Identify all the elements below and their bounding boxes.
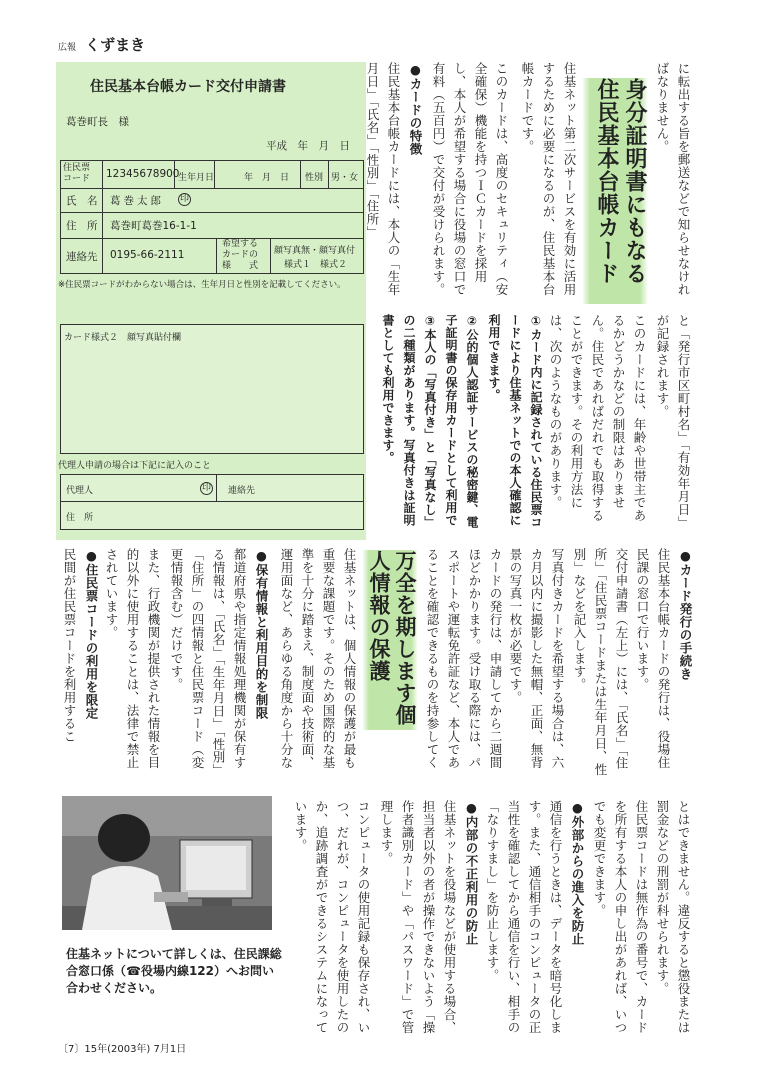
photo-computer-user [62, 796, 272, 930]
heading-external: ●外部からの進入を防止 [570, 800, 585, 946]
heading-internal: ●内部の不正利用の防止 [464, 800, 479, 946]
computer-user-illustration [62, 796, 272, 930]
heading-purpose: ●保有情報と利用目的を制限 [254, 548, 269, 720]
code-value: 12345678900 [106, 168, 180, 180]
name-label: 氏 名 [66, 195, 98, 207]
form-title: 住民基本台帳カード交付申請書 [90, 79, 286, 95]
photo-area [60, 324, 364, 454]
proxy-address: 住 所 [66, 513, 94, 523]
sex-value: 男・女 [331, 173, 359, 183]
proxy-seal: 印 [201, 483, 211, 493]
proxy-contact: 連絡先 [228, 486, 256, 496]
text-c05: と「発行市区町村名」「有効年月日」が記録されます。 [655, 314, 691, 529]
proxy-note: 代理人申請の場合は下記に記入のこと [58, 461, 212, 471]
text-c15: 都道府県や指定情報処理機関が保有する情報は、「氏名」「生年月日」「性別」「住所」の四情報と住民票コード（変更情報含む）だけです。 [169, 548, 247, 777]
text-c11: 交付申請書（左上）には、「氏名」「住所」「住民票コードまたは生年月日、性別」などを記入します。 [572, 548, 629, 776]
form-date: 平成 年 月 日 [266, 140, 350, 152]
text-c19: 住民票コードは無作為の番号で、カードを所有する本人の申し出があれば、いつでも変更できます。 [592, 800, 649, 1034]
proxy-table [60, 474, 364, 530]
text-c06: このカードには、年齢や世帯主であるかどうかなどの制限はありません。住民であればだれでも取得することができます。その利用方法には、次のようなものがあります。 [548, 314, 647, 522]
text-c04: に転出する旨を郵送などで知らせなければなりません。 [655, 62, 691, 296]
text-c03: 住民基本台帳カードには、本人の「生年月日」「氏名」「性別」「住所」 [365, 62, 401, 296]
heading-usage: ●住民票コードの利用を限定 [84, 548, 99, 720]
text-c16: また、行政機関が提供された情報を目的以外に使用することは、法律で禁止されています。 [104, 548, 161, 769]
text-c07: ①カード内に記録されている住民票コードにより住基ネットでの本人確認に利用できます。 [487, 314, 543, 529]
text-c22: コンピュータの使用記録も保存され、いつ、だれが、コンピュータを使用したのか、追跡調査ができるシステムになっています。 [293, 800, 371, 1034]
sex-label: 性別 [305, 173, 324, 183]
name-value: 葛巻太郎 [110, 195, 164, 207]
text-c18: とはできません。違反すると懲役または罰金などの刑罰が科せられます。 [655, 800, 691, 1034]
name-seal: 印 [179, 194, 189, 204]
text-c08: ②公的個人認証サービスの秘密鍵、電子証明書の保存用カードとして利用で [444, 314, 479, 529]
text-c20: 通信を行うときは、データを暗号化します。また、通信相手のコンピュータの正当性を確認してから通信を行い、相手の「なりすまし」を防止します。 [485, 800, 563, 1034]
birth-value: 年 月 日 [244, 173, 290, 183]
application-form [56, 62, 366, 540]
heading-feature: ●カードの特徴 [408, 62, 423, 156]
photo-label: カード様式２ 顔写真貼付欄 [64, 333, 182, 343]
style-options: 顔写真無・顔写真付 [274, 246, 356, 256]
proxy-label: 代理人 [66, 486, 94, 496]
contact-label: 連絡先 [66, 251, 98, 263]
heading-issue: ●カード発行の手続き [678, 548, 693, 681]
text-c17: 民間が住民票コードを利用するこ [62, 548, 77, 743]
text-c13: カードの発行は、申請してから二週間ほどかかります。受け取る際には、パスポートや運転免許証など、本人であることを確認できるものを持参してく [425, 548, 503, 769]
masthead [58, 34, 145, 55]
heading-main: 身分証明書にもなる住民基本台帳カード [582, 78, 648, 304]
code-label: 住民票 コード [63, 163, 91, 184]
text-c02: このカードは、高度のセキュリティ（安全確保）機能を持つＩＣカードを採用し、本人が希望する場合に役場の窓口で有料（五百円）で交付が受けられます。 [431, 62, 509, 296]
text-c01: 住基ネット第二次サービスを有効に活用するために必要になるのが、住民基本台帳カードです。 [520, 62, 577, 296]
text-c12: 写真付きカードを希望する場合は、六カ月以内に撮影した無帽、正面、無背景の写真一枚が必要です。 [508, 548, 565, 769]
text-c10: 住民基本台帳カードの発行は、役場住民課の窓口で行います。 [635, 548, 671, 769]
address-label: 住 所 [66, 220, 98, 232]
style-values: 様式１ 様式２ [284, 260, 348, 270]
contact-note: 住基ネットについて詳しくは、住民課総合窓口係（☎役場内線122）へお問い合わせください。 [66, 947, 282, 995]
text-c09: ③本人の「写真付き」と「写真なし」の二種類があります。写真付きは証明書としても利用できます。 [381, 314, 437, 529]
birth-label: 生年月日 [178, 173, 215, 183]
contact-value: 0195-66-2111 [110, 249, 185, 261]
card-style-label: 希望する カードの 様 式 [222, 239, 259, 271]
form-note: ※住民票コードがわからない場合は、生年月日と性別を記載してください。 [58, 280, 346, 290]
masthead-small: 広報 [58, 43, 77, 53]
heading-security: 万全を期します個人情報の保護 [362, 550, 418, 730]
address-value: 葛巻町葛巻16-1-1 [110, 220, 197, 232]
masthead-title: くずまき [85, 36, 146, 54]
text-c14: 住基ネットは、個人情報の保護が最も重要な課題です。そのため国際的な基準を十分に踏まえ、制度面や技術面、運用面など、あらゆる角度から十分な [279, 548, 357, 769]
text-c21: 住基ネットを役場などが使用する場合、担当者以外の者が操作できないよう「操作者識別カード」や「パスワード」で管理します。 [379, 800, 457, 1034]
footer-date: 〔7〕15年(2003年) 7月1日 [58, 1044, 187, 1055]
form-addressee: 葛巻町長 様 [66, 116, 129, 128]
